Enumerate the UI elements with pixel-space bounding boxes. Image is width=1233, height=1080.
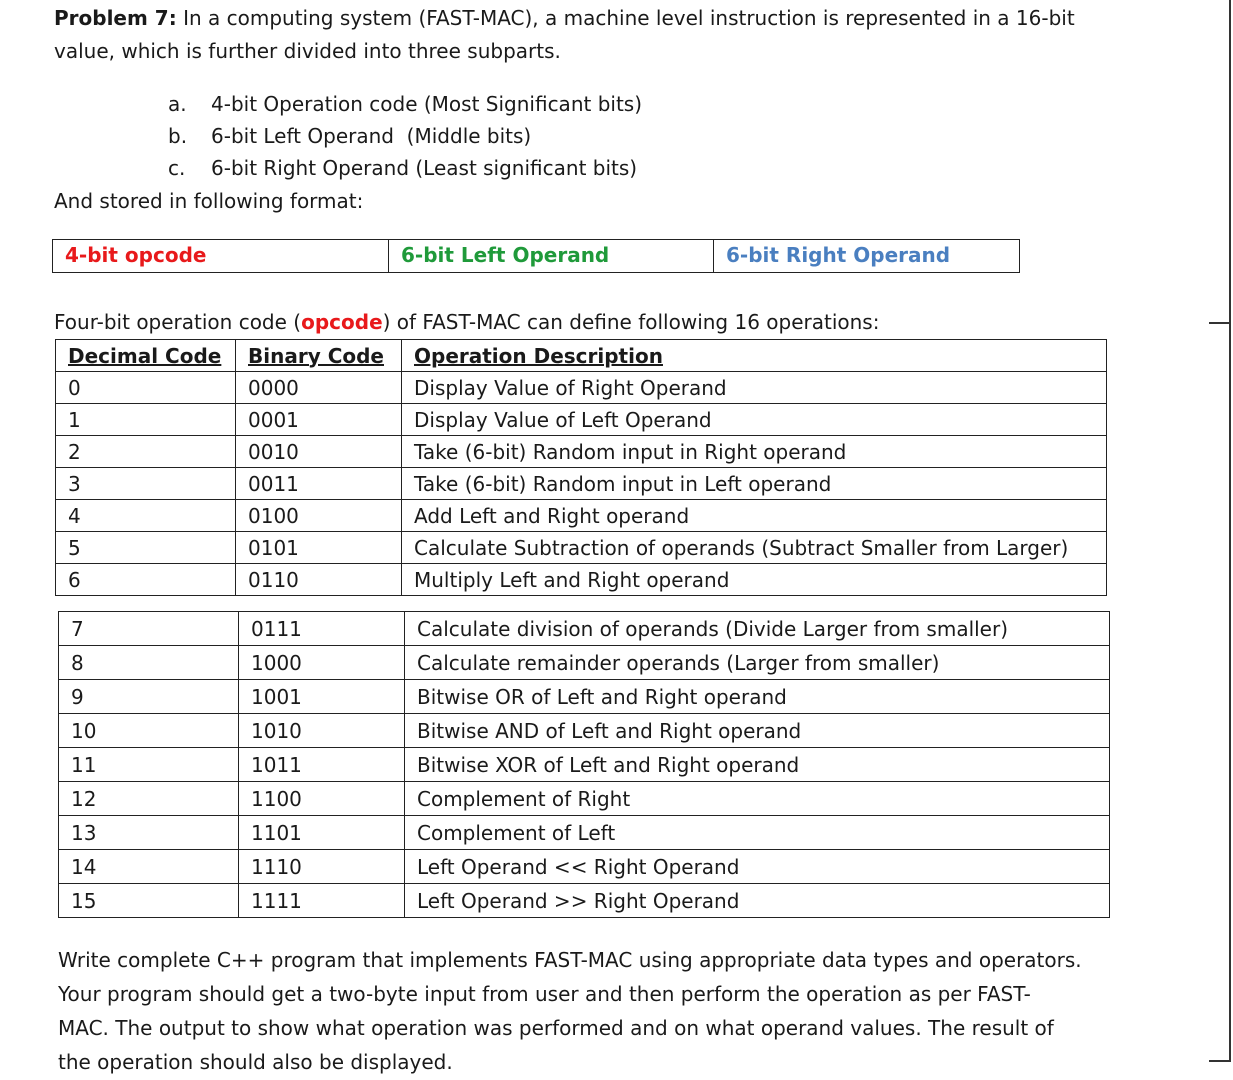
decimal-code-cell: 9	[59, 680, 239, 714]
table-row	[56, 404, 1107, 436]
decimal-code-cell: 11	[59, 748, 239, 782]
operation-description-cell: Calculate remainder operands (Larger from smaller)	[405, 646, 1110, 680]
binary-code-cell: 1010	[239, 714, 405, 748]
problem-intro-line-1	[54, 6, 1075, 30]
page-edge-line	[1229, 0, 1231, 1062]
format-left-operand-cell: 6-bit Left Operand	[388, 240, 713, 272]
table-row	[59, 816, 1110, 850]
decimal-code-cell: 1	[56, 404, 236, 436]
subpart-b-marker: b.	[168, 124, 188, 148]
decimal-code-cell: 0	[56, 372, 236, 404]
binary-code-cell: 0101	[236, 532, 402, 564]
operations-table-top	[55, 339, 1107, 596]
binary-code-cell: 1100	[239, 782, 405, 816]
table-row	[56, 372, 1107, 404]
problem-intro-line-2: value, which is further divided into three subparts.	[54, 39, 561, 63]
subpart-c-text: 6-bit Right Operand (Least significant bits)	[211, 156, 638, 180]
binary-code-cell: 1110	[239, 850, 405, 884]
decimal-code-cell: 6	[56, 564, 236, 596]
operation-description-cell: Complement of Right	[405, 782, 1110, 816]
binary-code-cell: 0000	[236, 372, 402, 404]
binary-code-cell: 0001	[236, 404, 402, 436]
table-intro-before: Four-bit operation code (	[54, 310, 302, 334]
operation-description-cell: Bitwise OR of Left and Right operand	[405, 680, 1110, 714]
table-intro	[54, 310, 879, 334]
operation-description-cell: Take (6-bit) Random input in Right operand	[402, 436, 1107, 468]
decimal-code-cell: 7	[59, 612, 239, 646]
format-opcode-cell: 4-bit opcode	[65, 243, 207, 267]
table-row	[59, 748, 1110, 782]
instruction-format-box	[52, 239, 1020, 273]
subpart-b-text: 6-bit Left Operand (Middle bits)	[211, 124, 532, 148]
table-row	[56, 564, 1107, 596]
binary-code-cell: 0111	[239, 612, 405, 646]
table-row	[59, 646, 1110, 680]
subpart-a-text: 4-bit Operation code (Most Significant bits)	[211, 92, 643, 116]
closing-line-1: Write complete C++ program that implements FAST-MAC using appropriate data types and operators.	[58, 948, 1082, 972]
closing-line-2: Your program should get a two-byte input from user and then perform the operation as per FAST-	[58, 982, 1031, 1006]
operation-description-cell: Add Left and Right operand	[402, 500, 1107, 532]
decimal-code-cell: 15	[59, 884, 239, 918]
binary-code-cell: 1101	[239, 816, 405, 850]
table-row	[56, 468, 1107, 500]
problem-label: Problem 7:	[54, 6, 177, 30]
operation-description-cell: Multiply Left and Right operand	[402, 564, 1107, 596]
table-header-row	[56, 340, 1107, 372]
binary-code-cell: 0110	[236, 564, 402, 596]
operation-description-cell: Calculate division of operands (Divide Larger from smaller)	[405, 612, 1110, 646]
format-right-operand-cell: 6-bit Right Operand	[713, 240, 1018, 272]
closing-line-3: MAC. The output to show what operation was performed and on what operand values. The result of	[58, 1016, 1054, 1040]
table-row	[59, 850, 1110, 884]
binary-code-cell: 1001	[239, 680, 405, 714]
header-operation-description: Operation Description	[402, 340, 1107, 372]
table-row	[59, 612, 1110, 646]
table-row	[56, 500, 1107, 532]
table-row	[59, 680, 1110, 714]
table-row	[59, 884, 1110, 918]
decimal-code-cell: 14	[59, 850, 239, 884]
table-row	[59, 782, 1110, 816]
table-intro-after: ) of FAST-MAC can define following 16 operations:	[382, 310, 880, 334]
binary-code-cell: 0011	[236, 468, 402, 500]
operation-description-cell: Complement of Left	[405, 816, 1110, 850]
table-intro-opcode: opcode	[301, 310, 383, 334]
header-decimal-code: Decimal Code	[56, 340, 236, 372]
binary-code-cell: 1111	[239, 884, 405, 918]
problem-intro-text: In a computing system (FAST-MAC), a machine level instruction is represented in a 16-bit	[176, 6, 1075, 30]
decimal-code-cell: 8	[59, 646, 239, 680]
page-edge-tick-bottom	[1209, 1060, 1230, 1062]
operation-description-cell: Display Value of Left Operand	[402, 404, 1107, 436]
subpart-c-marker: c.	[168, 156, 186, 180]
header-binary-code: Binary Code	[236, 340, 402, 372]
decimal-code-cell: 13	[59, 816, 239, 850]
decimal-code-cell: 3	[56, 468, 236, 500]
binary-code-cell: 1000	[239, 646, 405, 680]
operation-description-cell: Take (6-bit) Random input in Left operand	[402, 468, 1107, 500]
operation-description-cell: Left Operand >> Right Operand	[405, 884, 1110, 918]
decimal-code-cell: 4	[56, 500, 236, 532]
binary-code-cell: 1011	[239, 748, 405, 782]
binary-code-cell: 0100	[236, 500, 402, 532]
page-edge-tick-top	[1209, 322, 1230, 324]
table-row	[59, 714, 1110, 748]
operation-description-cell: Bitwise AND of Left and Right operand	[405, 714, 1110, 748]
decimal-code-cell: 5	[56, 532, 236, 564]
table-row	[56, 436, 1107, 468]
decimal-code-cell: 12	[59, 782, 239, 816]
closing-line-4: the operation should also be displayed.	[58, 1050, 453, 1074]
operations-table-bottom	[58, 611, 1110, 918]
closing-paragraph	[58, 943, 1108, 1079]
subpart-a-marker: a.	[168, 92, 187, 116]
operation-description-cell: Bitwise XOR of Left and Right operand	[405, 748, 1110, 782]
stored-format-text: And stored in following format:	[54, 189, 364, 213]
operation-description-cell: Calculate Subtraction of operands (Subtract Smaller from Larger)	[402, 532, 1107, 564]
operation-description-cell: Display Value of Right Operand	[402, 372, 1107, 404]
decimal-code-cell: 2	[56, 436, 236, 468]
binary-code-cell: 0010	[236, 436, 402, 468]
operation-description-cell: Left Operand << Right Operand	[405, 850, 1110, 884]
table-row	[56, 532, 1107, 564]
decimal-code-cell: 10	[59, 714, 239, 748]
